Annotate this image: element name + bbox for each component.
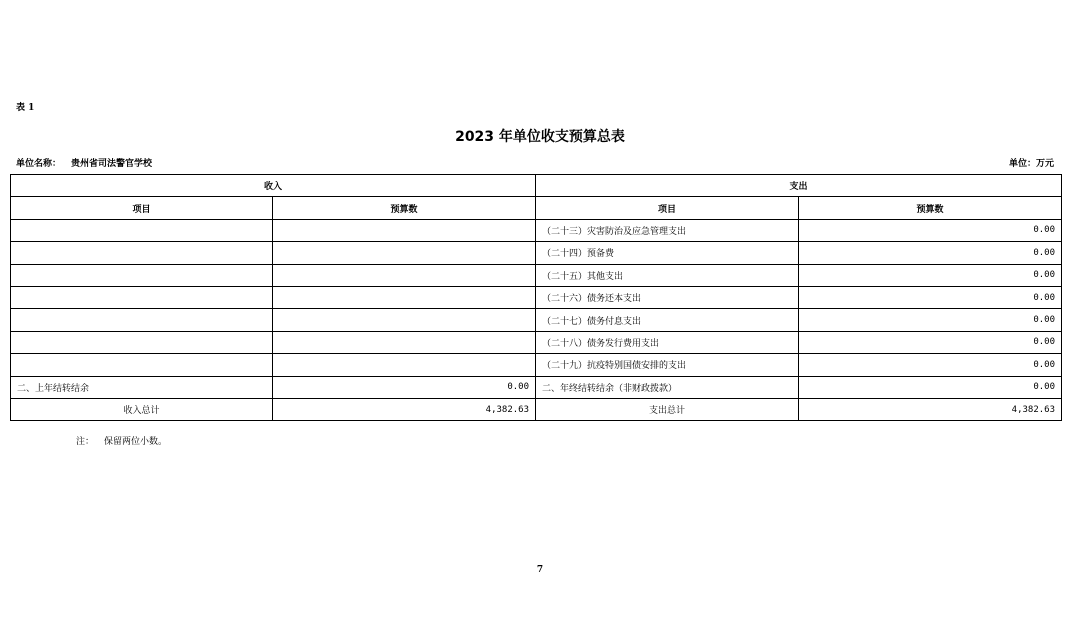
income-amount-cell: 0.00 [273, 376, 536, 398]
income-item-cell: 二、上年结转结余 [11, 376, 273, 398]
expense-amount-cell: 0.00 [799, 354, 1062, 376]
footnote [76, 434, 167, 447]
table-row [11, 309, 1062, 331]
column-header-row [11, 197, 1062, 219]
expense-item-header: 项目 [536, 197, 799, 219]
income-total-amount: 4,382.63 [273, 398, 536, 420]
income-item-cell [11, 309, 273, 331]
expense-amount-header: 预算数 [799, 197, 1062, 219]
table-row [11, 376, 1062, 398]
expense-item-cell: （二十三）灾害防治及应急管理支出 [536, 219, 799, 241]
expense-amount-cell: 0.00 [799, 242, 1062, 264]
expense-total-label: 支出总计 [536, 398, 799, 420]
table-label: 表 1 [16, 103, 35, 113]
income-amount-header: 预算数 [273, 197, 536, 219]
expense-item-cell: （二十七）债务付息支出 [536, 309, 799, 331]
income-amount-cell [273, 309, 536, 331]
income-item-cell [11, 242, 273, 264]
totals-row [11, 398, 1062, 420]
table-row [11, 286, 1062, 308]
note-label: 注： [76, 437, 95, 447]
expense-total-amount: 4,382.63 [799, 398, 1062, 420]
budget-summary-table [10, 174, 1062, 421]
income-item-cell [11, 354, 273, 376]
expense-item-cell: （二十四）预备费 [536, 242, 799, 264]
income-amount-cell [273, 219, 536, 241]
table-row [11, 242, 1062, 264]
income-amount-cell [273, 242, 536, 264]
expense-item-cell: （二十九）抗疫特别国债安排的支出 [536, 354, 799, 376]
income-amount-cell [273, 354, 536, 376]
unit-name-value: 贵州省司法警官学校 [71, 159, 153, 169]
income-item-cell [11, 286, 273, 308]
table-row [11, 331, 1062, 353]
group-header-row [11, 175, 1062, 197]
income-item-cell [11, 331, 273, 353]
expense-item-cell: （二十五）其他支出 [536, 264, 799, 286]
unit-name-label: 单位名称： [16, 159, 62, 169]
income-group-header: 收入 [11, 175, 536, 197]
expense-item-cell: 二、年终结转结余（非财政拨款） [536, 376, 799, 398]
income-amount-cell [273, 286, 536, 308]
income-item-header: 项目 [11, 197, 273, 219]
expense-item-cell: （二十八）债务发行费用支出 [536, 331, 799, 353]
page-number: 7 [536, 565, 544, 575]
expense-amount-cell: 0.00 [799, 376, 1062, 398]
note-text: 保留两位小数。 [104, 437, 168, 447]
expense-amount-cell: 0.00 [799, 219, 1062, 241]
table-row [11, 354, 1062, 376]
unit-name [16, 156, 152, 169]
expense-amount-cell: 0.00 [799, 309, 1062, 331]
income-item-cell [11, 264, 273, 286]
table-row [11, 219, 1062, 241]
income-total-label: 收入总计 [11, 398, 273, 420]
expense-amount-cell: 0.00 [799, 331, 1062, 353]
income-item-cell [11, 219, 273, 241]
expense-amount-cell: 0.00 [799, 286, 1062, 308]
expense-amount-cell: 0.00 [799, 264, 1062, 286]
expense-group-header: 支出 [536, 175, 1062, 197]
expense-item-cell: （二十六）债务还本支出 [536, 286, 799, 308]
table-row [11, 264, 1062, 286]
income-amount-cell [273, 264, 536, 286]
currency-unit-label: 单位：万元 [1008, 159, 1054, 169]
document-title: 2023 年单位收支预算总表 [455, 129, 625, 145]
income-amount-cell [273, 331, 536, 353]
